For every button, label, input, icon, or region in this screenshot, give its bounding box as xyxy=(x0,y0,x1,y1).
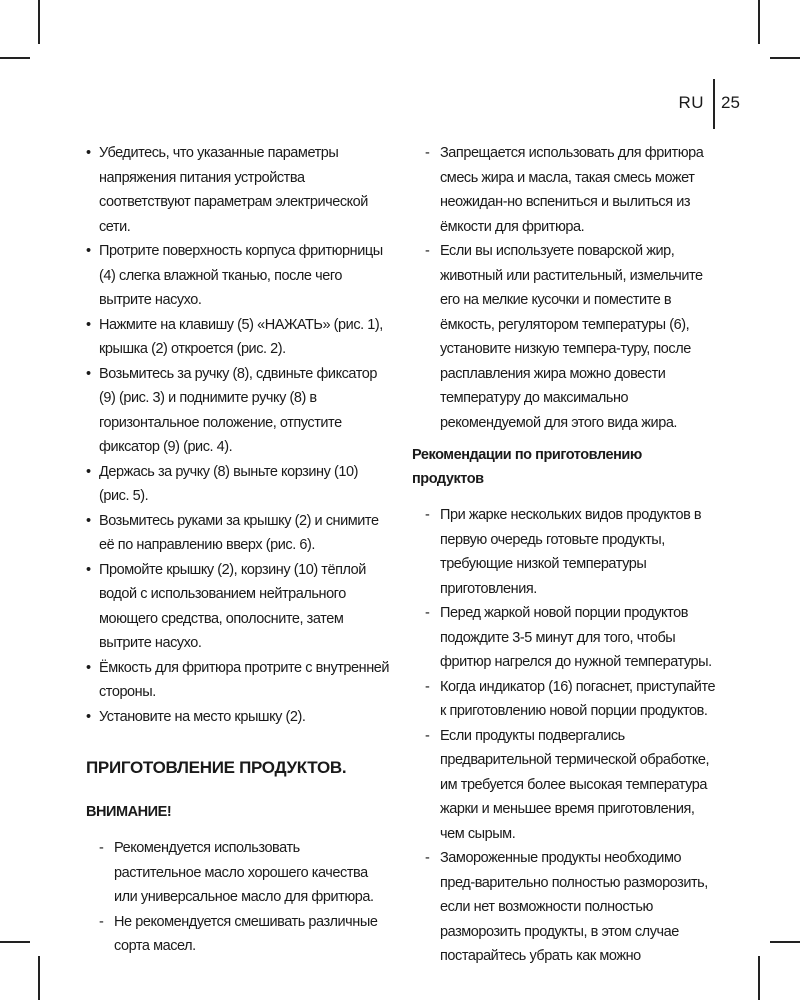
bullet-item: • Нажмите на клавишу (5) «НАЖАТЬ» (рис. 1), крышка (2) откроется (рис. 2). xyxy=(86,313,390,362)
crop-mark xyxy=(38,0,40,44)
crop-mark xyxy=(770,57,800,59)
bullet-item: • Промойте крышку (2), корзину (10) тёплой водой с использованием нейтрального моющего средства, ополосните, затем вытрите насухо. xyxy=(86,558,390,656)
page-number: 25 xyxy=(721,93,740,112)
header-divider xyxy=(713,79,715,129)
bullet-item: • Возьмитесь за ручку (8), сдвиньте фиксатор (9) (рис. 3) и поднимите ручку (8) в горизонтальное положение, отпустите фиксатор (9) (рис. 4). xyxy=(86,362,390,460)
crop-mark xyxy=(758,0,760,44)
instruction-bullet-list xyxy=(86,141,390,729)
bullet-item: • Установите на место крышку (2). xyxy=(86,705,390,730)
fat-usage-list xyxy=(425,141,716,435)
dash-item: - При жарке нескольких видов продуктов в первую очередь готовьте продукты, требующие низкой температуры приготовления. xyxy=(425,503,716,601)
dash-item: - Перед жаркой новой порции продуктов подождите 3-5 минут для того, чтобы фритюр нагрелся до нужной температуры. xyxy=(425,601,716,675)
crop-mark xyxy=(758,956,760,1000)
dash-item: - Запрещается использовать для фритюра смесь жира и масла, такая смесь может неожидан-но вспениться и вылиться из ёмкости для фритюра. xyxy=(425,141,716,239)
crop-mark xyxy=(38,956,40,1000)
warning-label: ВНИМАНИЕ! xyxy=(86,804,172,820)
dash-item: - Рекомендуется использовать растительное масло хорошего качества или универсальное масло для фритюра. xyxy=(99,836,390,910)
language-label: RU xyxy=(678,93,704,112)
bullet-item: • Убедитесь, что указанные параметры напряжения питания устройства соответствуют параметрам электрической сети. xyxy=(86,141,390,239)
right-column xyxy=(412,141,716,969)
dash-item: - Замороженные продукты необходимо пред-варительно полностью разморозить, если нет возможности полностью разморозить продукты, в этом случае постарайтесь убрать как можно xyxy=(425,846,716,969)
crop-mark xyxy=(0,57,30,59)
dash-item: - Если продукты подвергались предварительной термической обработке, им требуется более высокая температура жарки и меньшее время приготовления, чем сырым. xyxy=(425,724,716,847)
recommendations-heading: Рекомендации по приготовлению продуктов xyxy=(412,447,642,487)
left-column xyxy=(86,141,390,959)
dash-item: - Не рекомендуется смешивать различные сорта масел. xyxy=(99,910,390,959)
bullet-item: • Держась за ручку (8) выньте корзину (10) (рис. 5). xyxy=(86,460,390,509)
section-title: ПРИГОТОВЛЕНИЕ ПРОДУКТОВ. xyxy=(86,758,347,777)
dash-item: - Когда индикатор (16) погаснет, приступайте к приготовлению новой порции продуктов. xyxy=(425,675,716,724)
bullet-item: • Возьмитесь руками за крышку (2) и снимите её по направлению вверх (рис. 6). xyxy=(86,509,390,558)
crop-mark xyxy=(770,941,800,943)
dash-item: - Если вы используете поварской жир, животный или растительный, измельчите его на мелкие кусочки и поместите в ёмкость, регулятором температуры (6), установите низкую темпера-туру, после расплавления жира можно довести температуру до максимально рекомендуемой для этого вида жира. xyxy=(425,239,716,435)
warning-list xyxy=(99,836,390,959)
crop-mark xyxy=(0,941,30,943)
recommendations-list xyxy=(425,503,716,969)
page-header xyxy=(0,91,800,117)
bullet-item: • Ёмкость для фритюра протрите с внутренней стороны. xyxy=(86,656,390,705)
bullet-item: • Протрите поверхность корпуса фритюрницы (4) слегка влажной тканью, после чего вытрите насухо. xyxy=(86,239,390,313)
